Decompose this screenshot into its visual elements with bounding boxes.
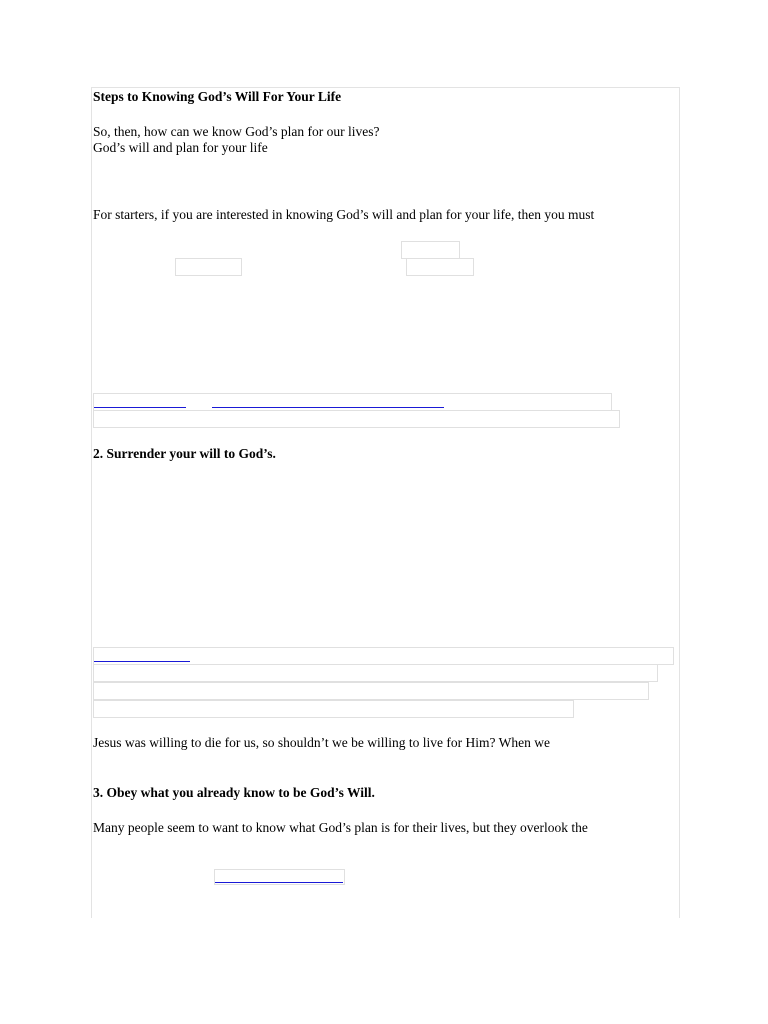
intro-line-1: So, then, how can we know God’s plan for our lives?	[93, 124, 380, 139]
placeholder-line	[93, 647, 674, 665]
placeholder-box	[175, 258, 242, 276]
placeholder-line	[93, 700, 574, 718]
paragraph-3: Many people seem to want to know what God’s plan is for their lives, but they overlook the	[93, 820, 588, 835]
paragraph-1: For starters, if you are interested in knowing God’s will and plan for your life, then you must	[93, 207, 595, 222]
placeholder-line	[93, 664, 658, 682]
placeholder-line	[93, 682, 649, 700]
heading-3: 3. Obey what you already know to be God’s Will.	[93, 785, 375, 800]
paragraph-2: Jesus was willing to die for us, so shouldn’t we be willing to live for Him? When we	[93, 735, 550, 750]
hyperlink-underline[interactable]	[215, 882, 343, 883]
hyperlink-underline[interactable]	[212, 407, 444, 408]
hyperlink-underline[interactable]	[94, 407, 186, 408]
intro-line-2: God’s will and plan for your life	[93, 140, 268, 155]
heading-2: 2. Surrender your will to God’s.	[93, 446, 276, 461]
placeholder-line	[93, 393, 612, 411]
hyperlink-underline[interactable]	[94, 661, 190, 662]
placeholder-box	[401, 241, 460, 259]
placeholder-line	[93, 410, 620, 428]
document-title: Steps to Knowing God’s Will For Your Life	[93, 89, 342, 104]
placeholder-box	[406, 258, 474, 276]
